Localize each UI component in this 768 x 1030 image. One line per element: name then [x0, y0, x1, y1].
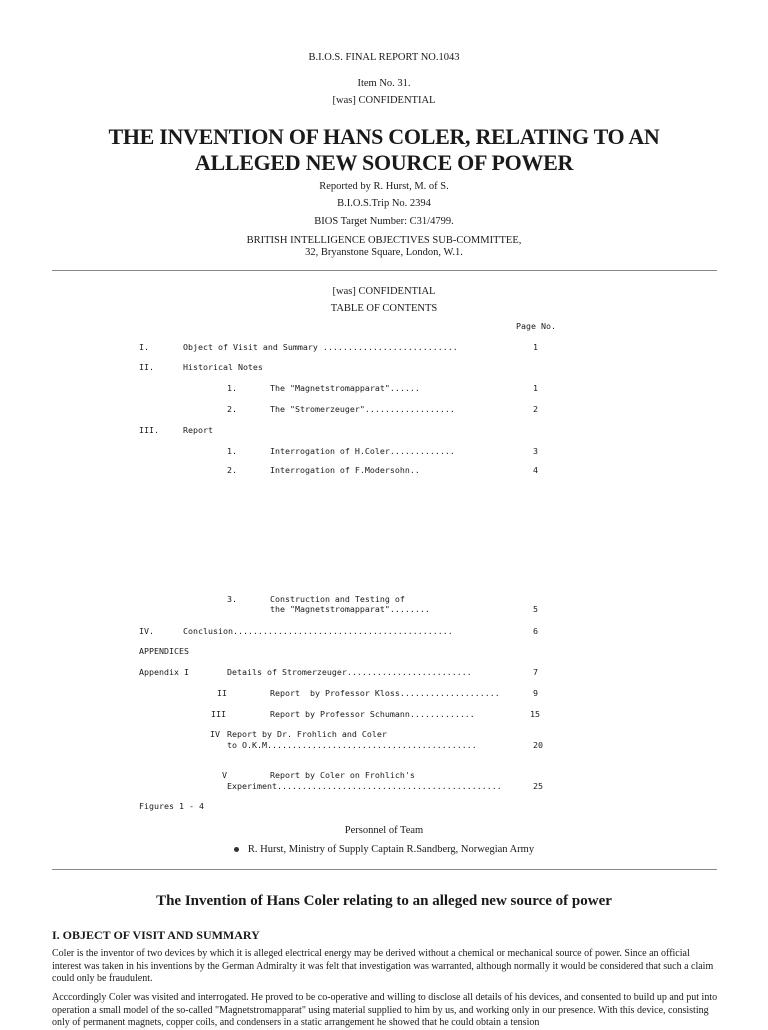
toc-num: 1.: [227, 446, 237, 456]
appendices-heading: APPENDICES: [139, 646, 189, 656]
toc-num: 2.: [227, 465, 237, 475]
toc-link-conclusion[interactable]: Conclusion............................................: [183, 626, 453, 636]
appendix-num: III: [211, 709, 226, 719]
section-heading: I. OBJECT OF VISIT AND SUMMARY: [52, 928, 260, 942]
toc-link-construction-testing-cont[interactable]: the "Magnetstromapparat"........: [270, 604, 430, 614]
report-number: B.I.O.S. FINAL REPORT NO.1043: [308, 52, 460, 63]
toc-page: 25: [533, 781, 543, 791]
toc-link-construction-testing[interactable]: Construction and Testing of: [270, 594, 405, 604]
toc-link-interrogation-coler[interactable]: Interrogation of H.Coler.............: [270, 446, 455, 456]
toc-link-historical-notes[interactable]: Historical Notes: [183, 362, 263, 372]
toc-link-interrogation-modersohn[interactable]: Interrogation of F.Modersohn..: [270, 465, 420, 475]
toc-page: 20: [533, 740, 543, 750]
toc-num: I.: [139, 342, 149, 352]
toc-page: 1: [533, 383, 538, 393]
target-number: BIOS Target Number: C31/4799.: [314, 216, 454, 227]
toc-num: 2.: [227, 404, 237, 414]
toc-page: 2: [533, 404, 538, 414]
toc-num: IV.: [139, 626, 154, 636]
personnel-heading: Personnel of Team: [344, 825, 424, 836]
body-title: The Invention of Hans Coler relating to an alleged new source of power: [156, 893, 612, 909]
toc-page: 6: [533, 626, 538, 636]
report-title-line-1: THE INVENTION OF HANS COLER, RELATING TO AN: [108, 124, 660, 149]
item-number: Item No. 31.: [357, 78, 411, 89]
toc-link-appendix-4-cont[interactable]: to O.K.M..........................................: [227, 740, 477, 750]
toc-page: 4: [533, 465, 538, 475]
toc-page: 3: [533, 446, 538, 456]
committee-name: BRITISH INTELLIGENCE OBJECTIVES SUB-COMMITTEE,: [246, 235, 522, 246]
toc-link-magnetstromapparat[interactable]: The "Magnetstromapparat"......: [270, 383, 420, 393]
personnel-list: [0, 844, 768, 855]
toc-page: 9: [533, 688, 538, 698]
toc-link-appendix-5-cont[interactable]: Experiment.............................................: [227, 781, 502, 791]
body-paragraph-1: Coler is the inventor of two devices by which it is alleged electrical energy may be derived without a chemical or mechanical source of power. Since an official interest was taken in his inventions by the German Admiralty it was felt that investigation was warranted, although normally it would be considered that such a claim could only be fraudulent.: [52, 948, 714, 984]
toc-heading: TABLE OF CONTENTS: [330, 303, 438, 314]
figures-label: Figures 1 - 4: [139, 801, 204, 811]
divider: [52, 869, 717, 870]
confidential-label: [was] CONFIDENTIAL: [332, 95, 436, 106]
toc-page: 5: [533, 604, 538, 614]
toc-num: III.: [139, 425, 159, 435]
trip-number: B.I.O.S.Trip No. 2394: [337, 198, 431, 209]
toc-link-appendix-2[interactable]: Report by Professor Kloss....................: [270, 688, 500, 698]
toc-link-appendix-3[interactable]: Report by Professor Schumann.............: [270, 709, 475, 719]
bullet-icon: [234, 847, 239, 852]
toc-link-appendix-1[interactable]: Details of Stromerzeuger.........................: [227, 667, 472, 677]
toc-num: 3.: [227, 594, 237, 604]
appendix-num: Appendix I: [139, 667, 189, 677]
toc-page: 15: [530, 709, 540, 719]
appendix-num: V: [222, 770, 227, 780]
divider: [52, 270, 717, 271]
toc-page: 7: [533, 667, 538, 677]
toc-confidential-label: [was] CONFIDENTIAL: [332, 286, 436, 297]
toc-link-appendix-5[interactable]: Report by Coler on Frohlich's: [270, 770, 415, 780]
reported-by: Reported by R. Hurst, M. of S.: [319, 181, 449, 192]
toc-num: 1.: [227, 383, 237, 393]
appendix-num: II: [217, 688, 227, 698]
toc-link-object-of-visit[interactable]: Object of Visit and Summary ...........................: [183, 342, 458, 352]
body-paragraph-2: Acccordingly Coler was visited and interrogated. He proved to be co-operative and willing to disclose all details of his devices, and consented to build up and put into operation a small model of the so-called "Magnetstromapparat" using material supplied to him by us, and working only in our presence. With this device, consisting only of permanent magnets, copper coils, and condensers in a static arrangement he showed that he could obtain a tension: [52, 992, 718, 1028]
toc-link-report[interactable]: Report: [183, 425, 213, 435]
toc-link-appendix-4[interactable]: Report by Dr. Frohlich and Coler: [227, 729, 387, 739]
personnel-members: R. Hurst, Ministry of Supply Captain R.Sandberg, Norwegian Army: [247, 844, 535, 855]
toc-num: II.: [139, 362, 154, 372]
toc-page: 1: [533, 342, 538, 352]
appendix-num: IV: [210, 729, 220, 739]
report-title-line-2: ALLEGED NEW SOURCE OF POWER: [194, 150, 574, 175]
page-no-header: Page No.: [516, 321, 556, 331]
toc-link-stromerzeuger[interactable]: The "Stromerzeuger"..................: [270, 404, 455, 414]
committee-address: 32, Bryanstone Square, London, W.1.: [305, 247, 463, 258]
